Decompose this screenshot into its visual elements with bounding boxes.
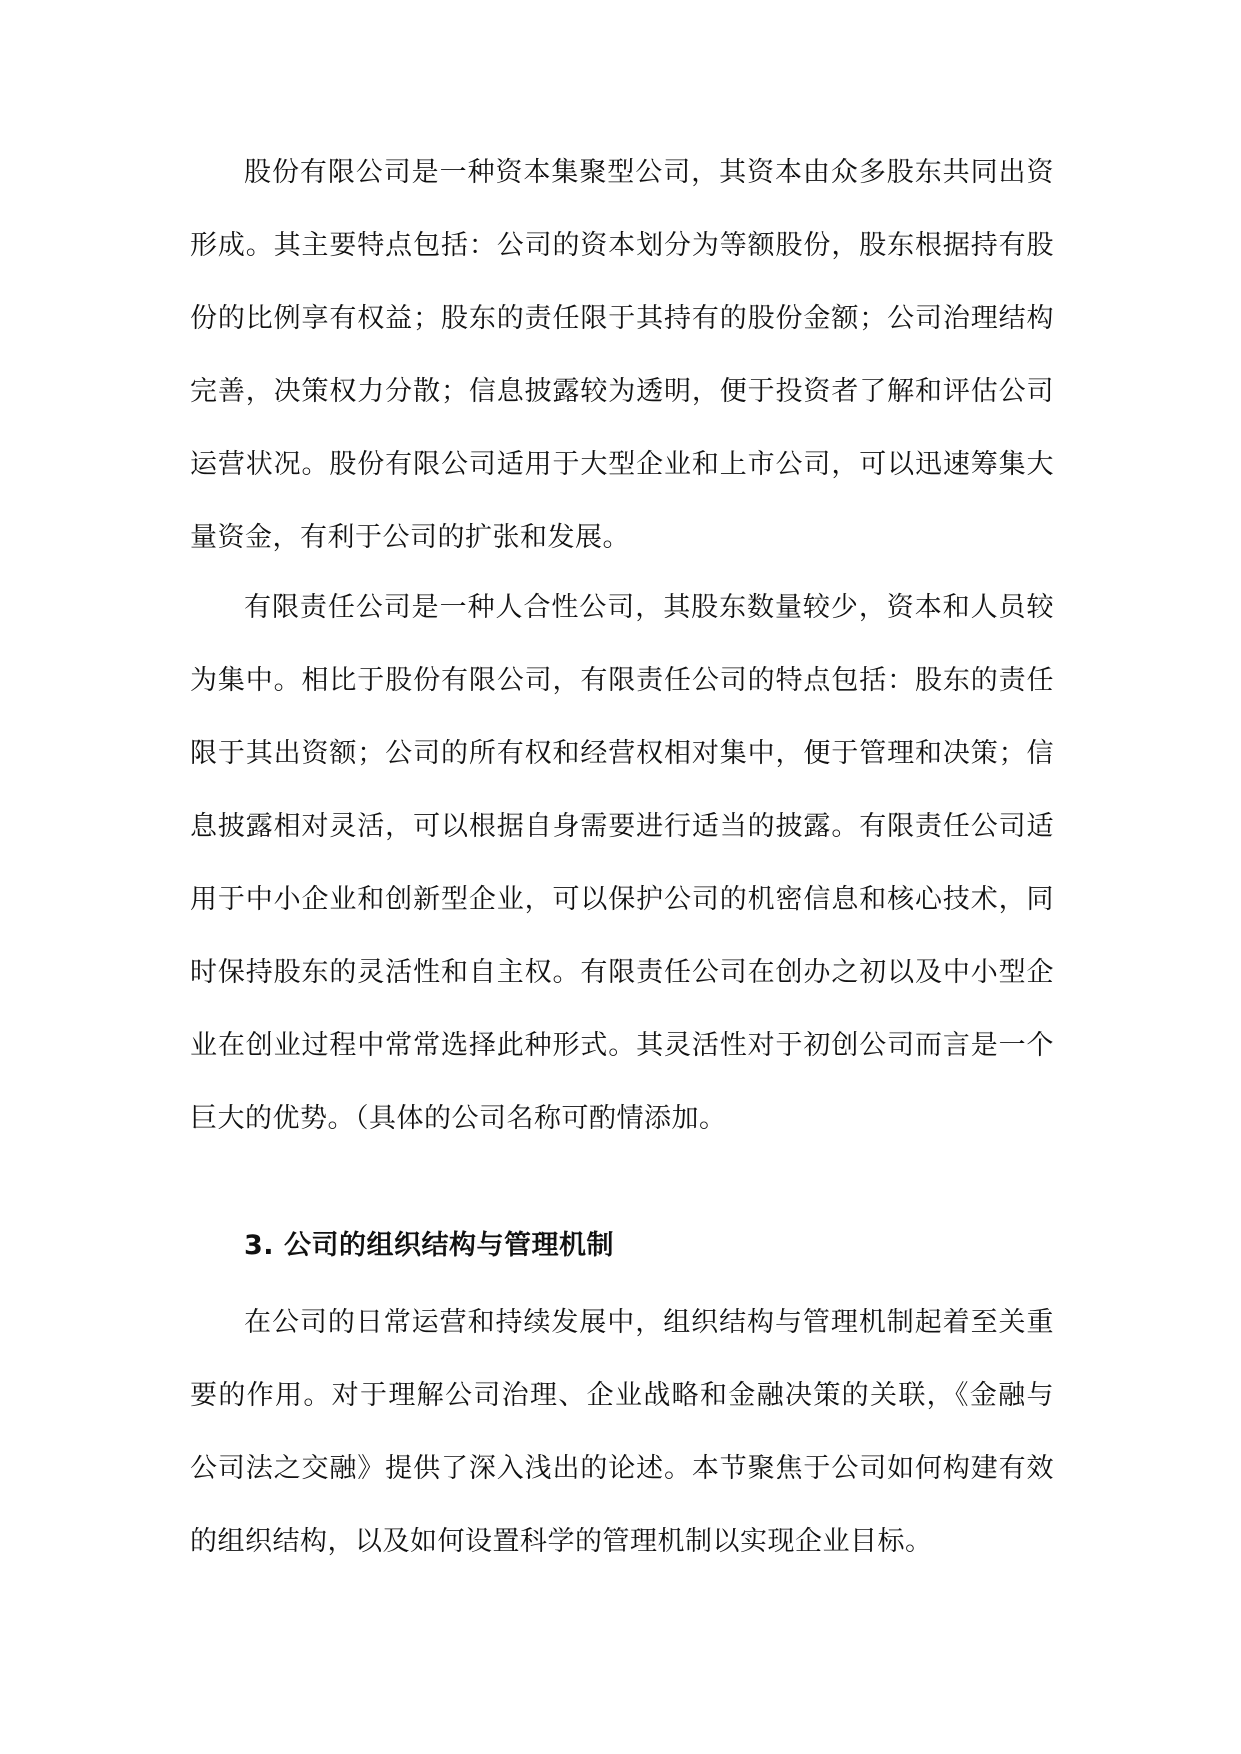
paragraph-organization-structure: 在公司的日常运营和持续发展中，组织结构与管理机制起着至关重要的作用。对于理解公司治理、企业战略和金融决策的关联，《金融与公司法之交融》提供了深入浅出的论述。本节聚焦于公司如何构建有效的组织结构，以及如何设置科学的管理机制以实现企业目标。 [190, 1307, 1054, 1557]
paragraph-joint-stock-company: 股份有限公司是一种资本集聚型公司，其资本由众多股东共同出资形成。其主要特点包括：公司的资本划分为等额股份，股东根据持有股份的比例享有权益；股东的责任限于其持有的股份金额；公司治理结构完善，决策权力分散；信息披露较为透明，便于投资者了解和评估公司运营状况。股份有限公司适用于大型企业和上市公司，可以迅速筹集大量资金，有利于公司的扩张和发展。 [190, 157, 1054, 553]
section-heading: 3. 公司的组织结构与管理机制 [244, 1230, 614, 1261]
paragraph-limited-liability-company: 有限责任公司是一种人合性公司，其股东数量较少，资本和人员较为集中。相比于股份有限公司，有限责任公司的特点包括：股东的责任限于其出资额；公司的所有权和经营权相对集中，便于管理和决策；信息披露相对灵活，可以根据自身需要进行适当的披露。有限责任公司适用于中小企业和创新型企业，可以保护公司的机密信息和核心技术，同时保持股东的灵活性和自主权。有限责任公司在创办之初以及中小型企业在创业过程中常常选择此种形式。其灵活性对于初创公司而言是一个巨大的优势。（具体的公司名称可酌情添加。 [190, 592, 1054, 1134]
